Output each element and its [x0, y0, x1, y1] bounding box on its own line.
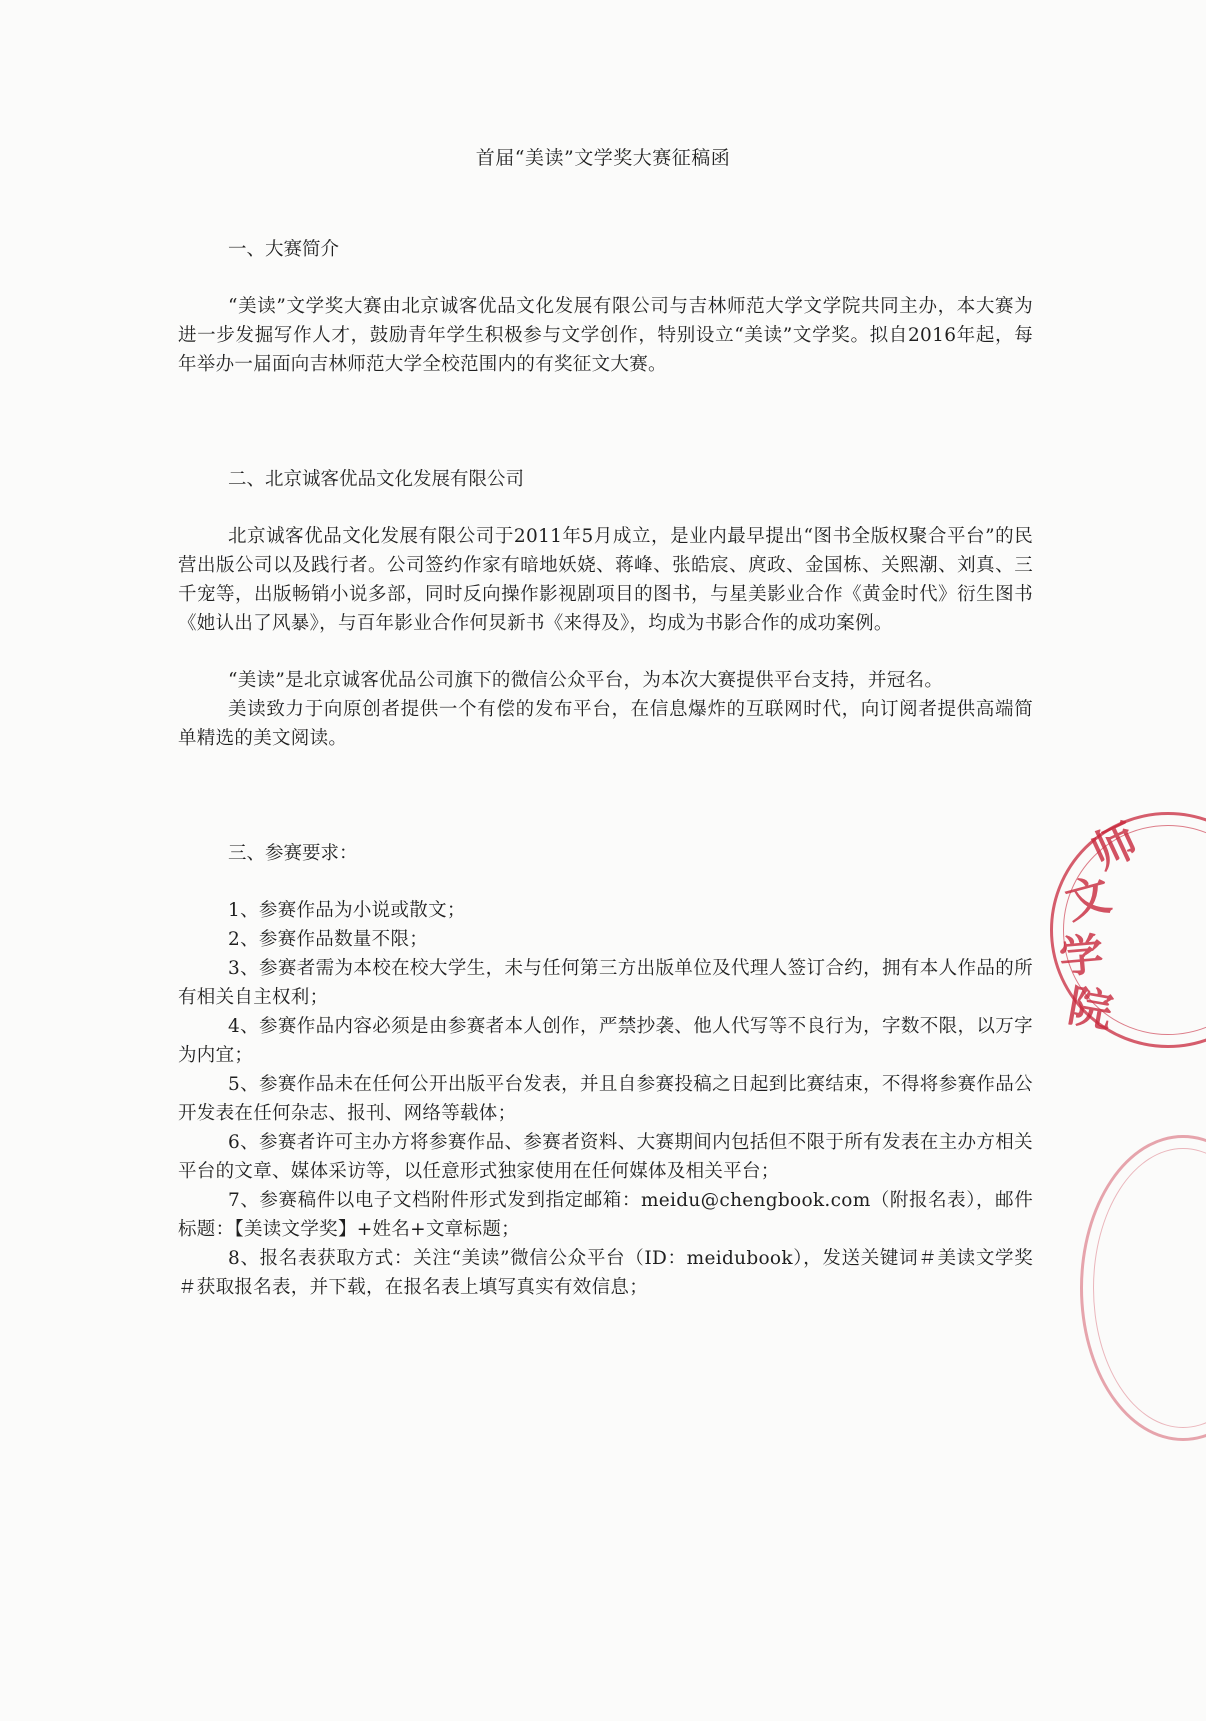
section-heading: 一、大赛简介: [228, 239, 340, 260]
paragraph: 美读致力于向原创者提供一个有偿的发布平台，在信息爆炸的互联网时代，向订阅者提供高端简单精选的美文阅读。: [178, 699, 1033, 749]
list-item: 6、参赛者许可主办方将参赛作品、参赛者资料、大赛期间内包括但不限于所有发表在主办方相关平台的文章、媒体采访等，以任意形式独家使用在任何媒体及相关平台；: [178, 1132, 1033, 1182]
seal-char: 师: [1084, 814, 1146, 880]
paragraph: 北京诚客优品文化发展有限公司于2011年5月成立，是业内最早提出“图书全版权聚合平台”的民营出版公司以及践行者。公司签约作家有暗地妖娆、蒋峰、张皓宸、庹政、金国栋、关熙潮、刘真、三千宠等，出版畅销小说多部，同时反向操作影视剧项目的图书，与星美影业合作《黄金时代》衍生图书《她认出了风暴》，与百年影业合作何炅新书《来得及》，均成为书影合作的成功案例。: [178, 526, 1033, 634]
section-heading: 三、参赛要求：: [228, 843, 358, 864]
document-title: 首届“美读”文学奖大赛征稿函: [475, 147, 731, 169]
faded-seal-stamp: [1080, 1135, 1206, 1441]
official-seal-stamp: [1050, 812, 1206, 1048]
list-item: 5、参赛作品未在任何公开出版平台发表，并且自参赛投稿之日起到比赛结束，不得将参赛作品公开发表在任何杂志、报刊、网络等载体；: [178, 1074, 1033, 1124]
list-item: 2、参赛作品数量不限；: [228, 929, 429, 950]
seal-char: 文: [1060, 869, 1117, 930]
section-requirements: [178, 839, 1033, 1302]
seal-ring: [1093, 1148, 1206, 1428]
document-body: [178, 235, 1033, 1302]
paragraph: “美读”是北京诚客优品公司旗下的微信公众平台，为本次大赛提供平台支持，并冠名。: [228, 670, 944, 691]
paragraph: “美读”文学奖大赛由北京诚客优品文化发展有限公司与吉林师范大学文学院共同主办，本大赛为进一步发掘写作人才，鼓励青年学生积极参与文学创作，特别设立“美读”文学奖。拟自2016年起，每年举办一届面向吉林师范大学全校范围内的有奖征文大赛。: [178, 296, 1033, 375]
section-intro: [178, 235, 1033, 379]
section-company: [178, 465, 1033, 753]
list-item: 8、报名表获取方式：关注“美读”微信公众平台（ID：meidubook），发送关键词＃美读文学奖＃获取报名表，并下载，在报名表上填写真实有效信息；: [178, 1248, 1033, 1298]
section-heading: 二、北京诚客优品文化发展有限公司: [228, 469, 525, 490]
list-item: 4、参赛作品内容必须是由参赛者本人创作，严禁抄袭、他人代写等不良行为，字数不限，以万字为内宜；: [178, 1016, 1033, 1066]
list-item: 1、参赛作品为小说或散文；: [228, 900, 466, 921]
list-item: 7、参赛稿件以电子文档附件形式发到指定邮箱：meidu@chengbook.com（附报名表），邮件标题：【美读文学奖】+姓名+文章标题；: [178, 1190, 1033, 1240]
seal-char: 学: [1057, 929, 1106, 984]
list-item: 3、参赛者需为本校在校大学生，未与任何第三方出版单位及代理人签订合约，拥有本人作品的所有相关自主权利；: [178, 958, 1033, 1008]
seal-char: 院: [1064, 980, 1117, 1039]
